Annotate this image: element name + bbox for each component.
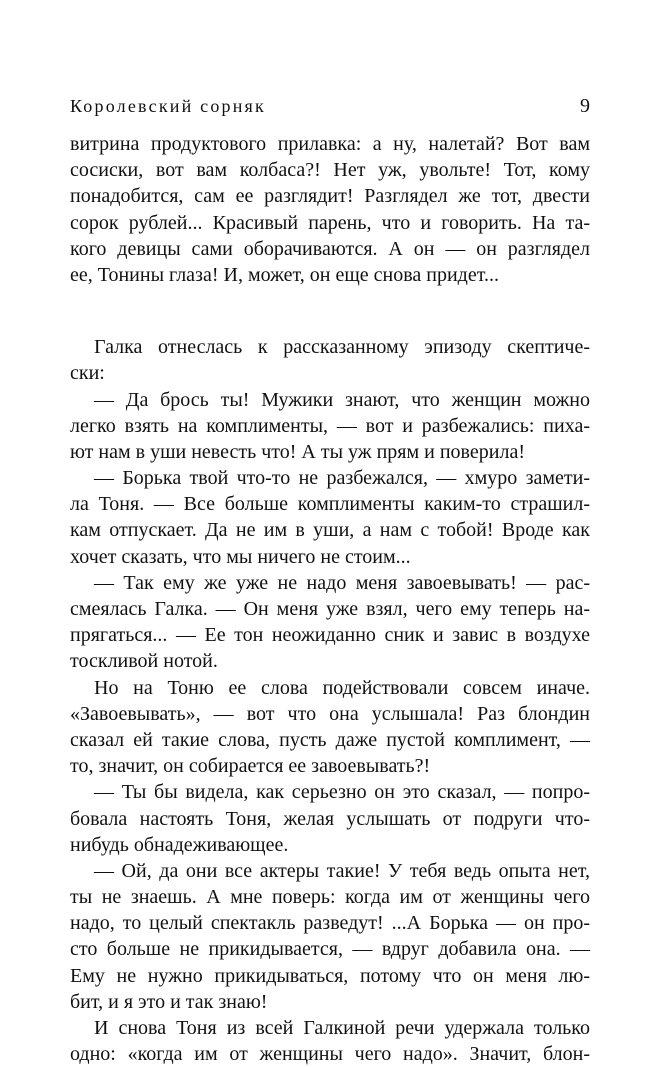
text-line: нибудь обнадеживающее. [70, 833, 289, 856]
text-line: сорок рублей... Красивый парень, что и говорить. На та- [70, 211, 590, 234]
body-text [70, 131, 590, 1067]
text-line: надо, то целый спектакль разведут! ...А Борька — он про- [70, 912, 590, 935]
text-line: витрина продуктового прилавка: а ну, налетай? Вот вам [70, 133, 590, 155]
text-line: Но на Тоню ее слова подействовали совсем иначе. [94, 676, 590, 699]
text-line: Галка отнеслась к рассказанному эпизоду скептиче- [94, 336, 590, 359]
text-line: хочет сказать, что мы ничего не стоим... [70, 545, 411, 568]
text-line: одно: «когда им от женщины чего надо». Значит, блон- [70, 1043, 590, 1066]
text-line: ее, Тонины глаза! И, может, он еще снова придет... [70, 263, 499, 286]
page-number: 9 [580, 95, 590, 117]
text-line: бит, и я это и так знаю! [70, 990, 268, 1013]
text-line: ски: [70, 362, 105, 385]
text-line: прягаться... — Ее тон неожиданно сник и завис в воздухе [70, 624, 590, 647]
text-line: легко взять на комплименты, — вот и разбежались: пиха- [70, 414, 590, 437]
text-line: тоскливой нотой. [70, 650, 218, 673]
text-line: — Борька твой что-то не разбежался, — хмуро замети- [94, 467, 590, 490]
text-line: понадобится, сам ее разглядит! Разглядел же тот, двести [70, 185, 590, 208]
text-line: «Завоевывать», — вот что она услышала! Раз блондин [70, 702, 590, 725]
text-line: смеялась Галка. — Он меня уже взял, чего ему теперь на- [70, 598, 590, 620]
text-line: И снова Тоня из всей Галкиной речи удержала только [94, 1017, 590, 1039]
text-line: — Так ему же уже не надо меня завоевывать! — рас- [94, 571, 590, 594]
text-line: бовала настоять Тоня, желая услышать от подруги что- [70, 807, 590, 830]
text-line: ют нам в уши невесть что! А ты уж прям и поверила! [70, 440, 525, 463]
text-line: кам отпускает. Да не им в уши, а нам с тобой! Вроде как [70, 519, 590, 542]
text-line: — Ой, да они все актеры такие! У тебя ведь опыта нет, [94, 859, 590, 882]
text-line: сказал ей такие слова, пусть даже пустой комплимент, — [70, 728, 590, 751]
section-break [70, 288, 590, 334]
text-line: сто больше не прикидывается, — вдруг добавила она. — [70, 938, 590, 961]
text-line: то, значит, он собирается ее завоевывать?! [70, 755, 431, 778]
text-line: ты не знаешь. А мне поверь: когда им от женщины чего [70, 886, 590, 909]
running-head [70, 94, 590, 118]
text-line: Ему не нужно прикидываться, потому что он меня лю- [70, 964, 590, 987]
running-title: Королевский сорняк [70, 96, 266, 116]
text-line: сосиски, вот вам колбаса?! Нет уж, увольте! Тот, кому [70, 159, 590, 182]
text-line: ла Тоня. — Все больше комплименты каким-то страшил- [70, 493, 590, 516]
text-line: — Да брось ты! Мужики знают, что женщин можно [94, 388, 590, 411]
text-line: — Ты бы видела, как серьезно он это сказал, — попро- [94, 781, 590, 804]
text-line: кого девицы сами оборачиваются. А он — он разглядел [70, 237, 590, 260]
